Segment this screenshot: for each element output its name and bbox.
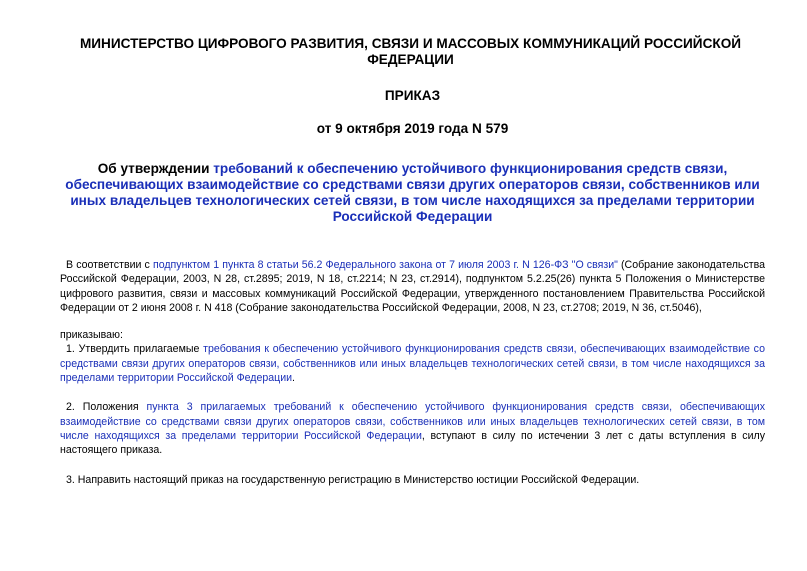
item-1-end: .	[292, 372, 295, 385]
point-3-link[interactable]: пункта 3 прилагаемых требований к обеспечению устойчивого функционирования средств связи, обеспечивающих взаимодействие со средствами связи других операторов связи, собственников или иных владельцев технологических сетей связи, в том числе находящихся за пределами территории Российской Федерации	[60, 401, 765, 442]
ministry-name: МИНИСТЕРСТВО ЦИФРОВОГО РАЗВИТИЯ, СВЯЗИ И МАССОВЫХ КОММУНИКАЦИЙ РОССИЙСКОЙ ФЕДЕРАЦИИ	[79, 36, 742, 67]
order-subject	[60, 161, 765, 225]
item-2-end: , вступают в силу по истечении 3 лет с даты вступления в силу настоящего приказа.	[60, 429, 765, 457]
preamble-paragraph	[60, 258, 765, 315]
order-body	[60, 258, 765, 487]
law-link[interactable]: подпунктом 1 пункта 8 статьи 56.2 Федерального закона от 7 июля 2003 г. N 126-ФЗ "О связи"	[152, 259, 618, 271]
order-word: приказываю:	[60, 329, 123, 342]
preamble-start: В соответствии с	[66, 259, 153, 271]
document-type: ПРИКАЗ	[384, 88, 441, 103]
item-3: 3. Направить настоящий приказ на государственную регистрацию в Министерство юстиции Российской Федерации.	[66, 473, 640, 486]
subject-prefix: Об утверждении	[97, 161, 214, 176]
requirements-link[interactable]: требования к обеспечению устойчивого функционирования средств связи, обеспечивающих взаимодействие со средствами связи других операторов связи, собственников или иных владельцев технологических сетей связи, в том числе находящихся за пределами территории Российской Федерации	[60, 343, 765, 385]
item-1-start: 1. Утвердить прилагаемые	[66, 343, 204, 356]
item-2	[60, 400, 765, 457]
item-2-start: 2. Положения	[66, 401, 147, 414]
item-1	[60, 342, 765, 385]
order-date-number: от 9 октября 2019 года N 579	[316, 121, 509, 136]
subject-link[interactable]: требований к обеспечению устойчивого функционирования средств связи, обеспечивающих взаимодействие со средствами связи других операторов связи, собственников или иных владельцев технологических сетей связи, в том числе находящихся за пределами территории Российской Федерации	[65, 161, 760, 224]
preamble-rest: (Собрание законодательства Российской Федерации, 2003, N 28, ст.2895; 2019, N 18, ст.2214; N 23, ст.2914), подпунктом 5.2.25(26) пункта 5 Положения о Министерстве цифрового развития, связи и массовых коммуникаций Российской Федерации, утвержденного постановлением Правительства Российской Федерации от 2 июня 2008 г. N 418 (Собрание законодательства Российской Федерации, 2008, N 23, ст.2708; 2019, N 36, ст.5046),	[60, 259, 765, 314]
